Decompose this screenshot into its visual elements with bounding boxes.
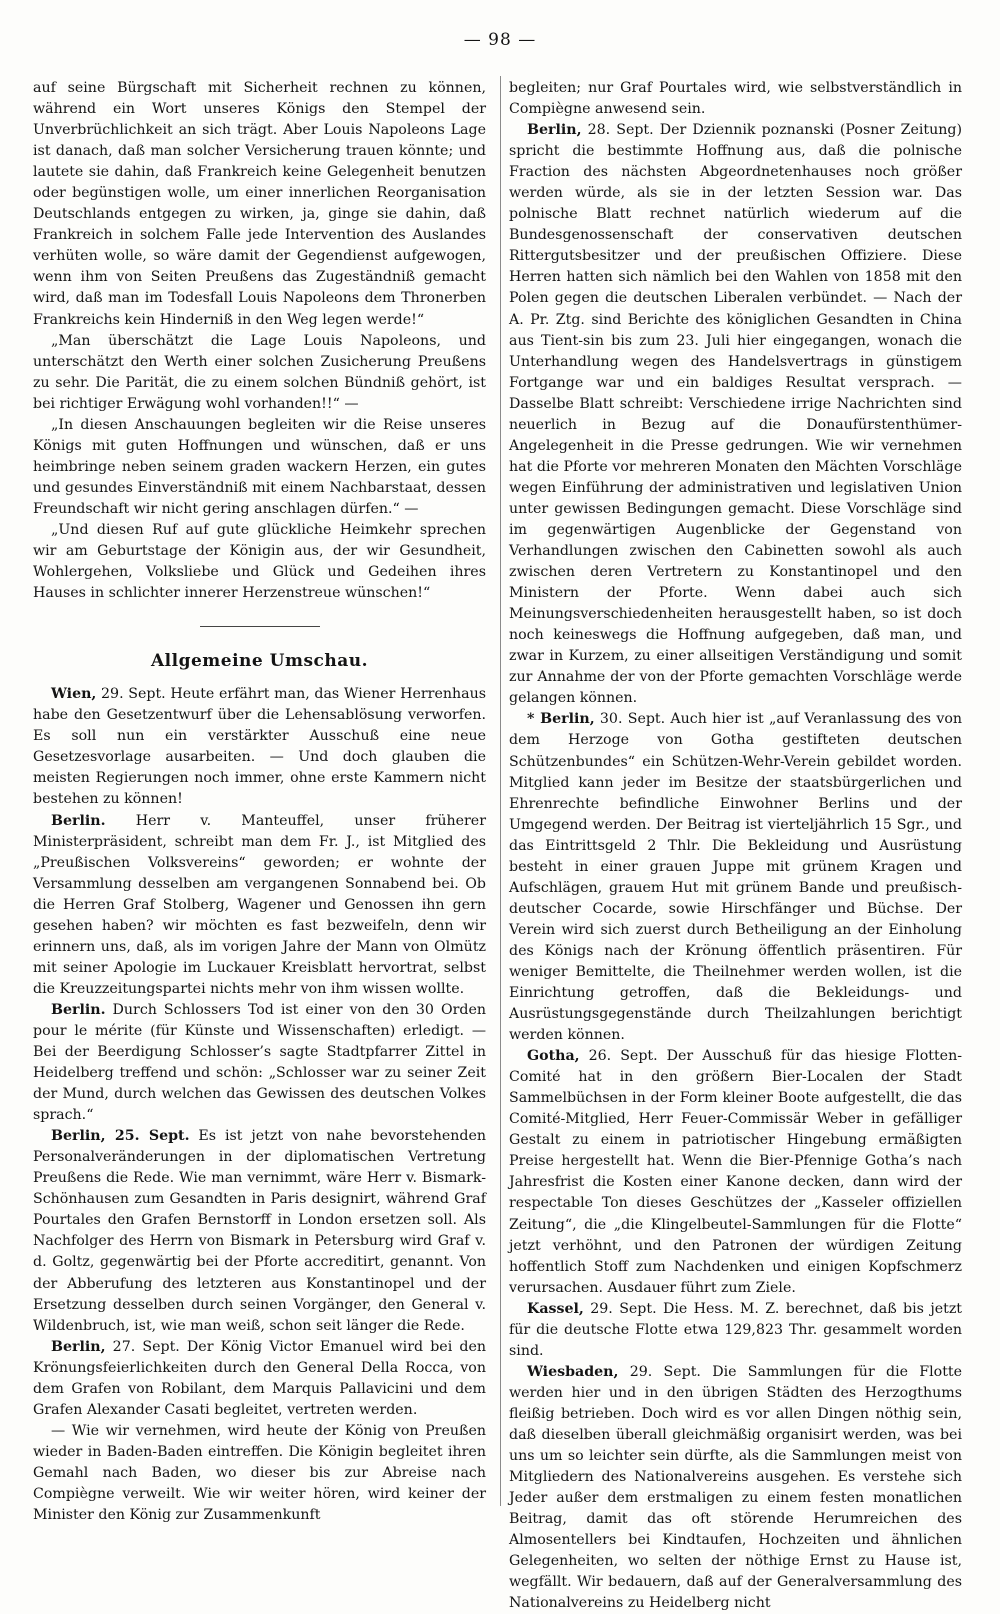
- article-paragraph: — Wie wir vernehmen, wird heute der König von Preußen wieder in Baden-Baden eintreffen. Die Königin begleitet ihren Gemahl nach Baden, wo dieser bis zur Abreise nach Compiègne verweilt. Wie wir weiter hören, wird keiner der Minister den König zur Zusammenkunft: [33, 1422, 486, 1524]
- news-item: [509, 120, 962, 709]
- news-item: [509, 1299, 962, 1362]
- article-paragraph: „Und diesen Ruf auf gute glückliche Heimkehr sprechen wir am Geburtstage der Königin aus, der wir Gesundheit, Wohlergehen, Volksliebe und Glück und Gedeihen ihres Hauses in schlichter innerer Herzenstreue wünschen!“: [33, 521, 486, 602]
- news-text: Es ist jetzt von nahe bevorstehenden Personalveränderungen in der diplomatischen Vertretung Preußens die Rede. Wie man vernimmt, wäre Herr v. Bismark-Schönhausen zum Gesandten in Paris designirt, während Graf Pourtales den Grafen Bernstorff in London ersetzen soll. Als Nachfolger des Herrn von Bismark in Petersburg wird Graf v. d. Goltz, gegenwärtig bei der Pforte accreditirt, genannt. Von der Abberufung des letzteren aus Konstantinopel und der Ersetzung desselben durch seinen Vorgänger, den General v. Wildenbruch, ist, wie man weiß, schon seit länger die Rede.: [33, 1128, 486, 1334]
- news-text: Durch Schlossers Tod ist einer von den 30 Orden pour le mérite (für Künste und Wissenschaften) erledigt. — Bei der Beerdigung Schlosser’s sagte Stadtpfarrer Zittel in Heidelberg treffend und schön: „Schlosser war zu seiner Zeit der Mund, durch welchen das Gewissen des deutschen Volkes sprach.“: [33, 1001, 486, 1124]
- news-text: Herr v. Manteuffel, unser früherer Ministerpräsident, schreibt man dem Fr. J., ist Mitglied des „Preußischen Volksvereins“ geworden; er wohnte der Versammlung desselben am vergangenen Sonnabend bei. Ob die Herren Graf Stolberg, Wagener und Genossen ihn gern gesehen haben? wir möchten es fast bezweifeln, denn wir erinnern uns, daß, als im vorigen Jahre der Mann von Olmütz mit seiner Apologie im Luckauer Kreisblatt hervortrat, selbst die Kreuzzeitungspartei nichts mehr von ihm wissen wollte.: [33, 812, 486, 997]
- news-text: 26. Sept. Der Ausschuß für das hiesige Flotten-Comité hat in den größern Bier-Localen der Stadt Sammelbüchsen in der Form kleiner Boote aufgestellt, die das Comité-Mitglied, Herr Feuer-Commissär Weber in gefälliger Gestalt zu einem in patriotischer Hingebung ermäßigten Preise hergestellt hat. Wenn die Bier-Pfennige Gotha’s nach Jahresfrist die Kosten einer Kanone decken, dann wird der respectable Ton dieses Geschützes der „Kasseler offiziellen Zeitung“, die „die Klingelbeutel-Sammlungen für die Flotte“ jetzt verhöhnt, und den Patronen der würdigen Zeitung hoffentlich Stoff zum Nachdenken und einigen Kopfschmerz verursachen. Ausdauer führt zum Ziele.: [509, 1048, 962, 1296]
- news-text: 30. Sept. Auch hier ist „auf Veranlassung des von dem Herzoge von Gotha gestifteten deutschen Schützenbundes“ ein Schützen-Wehr-Verein gebildet worden. Mitglied kann jeder im Besitze der staatsbürgerlichen und Ehrenrechte befindliche Einwohner Berlins und der Umgegend werden. Der Beitrag ist vierteljährlich 15 Sgr., und das Eintrittsgeld 2 Thlr. Die Bekleidung und Ausrüstung besteht in einer grauen Juppe mit grünem Kragen und Aufschlägen, grauem Hut mit grünem Bande und preußisch-deutscher Cocarde, sowie Hirschfänger und Büchse. Der Verein wird sich zuerst durch Betheiligung an der Einholung des Königs nach der Krönung öffentlich präsentiren. Für weniger Bemittelte, die Theilnehmer werden wollen, ist die Einrichtung getroffen, daß die Bekleidungs- und Ausrüstungsgegenstände durch Theilzahlungen berichtigt werden können.: [509, 711, 963, 1044]
- page-number: — 98 —: [463, 30, 537, 50]
- news-item: [33, 811, 486, 1000]
- section-separator: [200, 626, 320, 627]
- article-paragraph: „Man überschätzt die Lage Louis Napoleons, und unterschätzt den Werth einer solchen Zusicherung Preußens zu sehr. Die Parität, die zu einem solchen Bündniß gehört, ist bei richtiger Erwägung wohl vorhanden!!“ —: [33, 332, 486, 412]
- dateline: Gotha,: [527, 1048, 580, 1065]
- news-text: 29. Sept. Heute erfährt man, das Wiener Herrenhaus habe den Gesetzentwurf über die Lehensablösung verworfen. Es soll nun ein verstärkter Ausschuß eine neue Gesetzesvorlage ausarbeiten. — Und doch glauben die meisten Regierungen noch immer, ohne erste Kammern nicht bestehen zu können!: [33, 686, 486, 808]
- dateline: Berlin.: [51, 812, 106, 829]
- news-text: 28. Sept. Der Dziennik poznanski (Posner Zeitung) spricht die bestimmte Hoffnung aus, daß die polnische Fraction des nächsten Abgeordnetenhauses noch größer werden würde, als sie in der letzten Session war. Das polnische Blatt rechnet natürlich wiederum auf die Bundesgenossenschaft der conservativen deutschen Rittergutsbesitzer und der preußischen Offiziere. Diese Herren hatten sich nämlich bei den Wahlen von 1858 mit den Polen gegen die deutschen Liberalen verbündet. — Nach der A. Pr. Ztg. sind Berichte des königlichen Gesandten in China aus Tient-sin bis zum 23. Juli hier eingegangen, wonach die Unterhandlung wegen des Handelsvertrags in günstigem Fortgange war und ein baldiges Resultat versprach. — Dasselbe Blatt schreibt: Verschiedene irrige Nachrichten sind neuerlich in Bezug auf die Donaufürstenthümer-Angelegenheit in die Presse gedrungen. Wie wir vernehmen hat die Pforte vor mehreren Monaten den Mächten Vorschläge wegen Einführung der administrativen und legislativen Union unter gewissen Bedingungen gemacht. Diese Vorschläge sind im gegenwärtigen Augenblicke der Gegenstand von Verhandlungen zwischen den Cabinetten sowohl als auch zwischen deren Vertretern zu Konstantinopel und den Ministern der Pforte. Wenn dabei auch sich Meinungsverschiedenheiten herausgestellt haben, so ist doch noch keineswegs die Hoffnung aufgegeben, daß man, und zwar in Kurzem, zu einer allseitigen Verständigung und somit zur Annahme der von der Pforte gemachten Vorschläge werde gelangen können.: [509, 122, 962, 707]
- article-paragraph: auf seine Bürgschaft mit Sicherheit rechnen zu können, während ein Wort unseres Königs den Stempel der Unverbrüchlichkeit an sich trägt. Aber Louis Napoleons Lage ist danach, daß man solcher Versicherung trauen könnte; und lautete sie dahin, daß Frankreich keine Gelegenheit benutzen oder begünstigen wolle, um einer innerlichen Reorganisation Deutschlands entgegen zu wirken, ja, ginge sie dahin, daß Frankreich in solchem Falle jede Intervention des Auslandes verhüten wolle, so wäre damit der Gegendienst aufgewogen, wenn ihm von Seiten Preußens das Zugeständniß gemacht wird, daß man im Todesfall Louis Napoleons dem Thronerben Frankreichs kein Hinderniß in den Weg legen werde!“: [33, 80, 486, 328]
- news-item: [33, 684, 486, 810]
- column-divider: [500, 76, 501, 1506]
- right-column: [509, 78, 962, 1614]
- news-text: 27. Sept. Der König Victor Emanuel wird bei den Krönungsfeierlichkeiten durch den General Della Rocca, von dem Grafen von Robilant, dem Marquis Pallavicini und dem Grafen Alexander Casati begleitet, vertreten werden.: [33, 1338, 486, 1418]
- left-column: [33, 78, 486, 1526]
- news-item: [509, 709, 962, 1046]
- news-item: [509, 1362, 962, 1614]
- news-item: [33, 1126, 486, 1336]
- dateline: Wiesbaden,: [527, 1363, 619, 1380]
- dateline: Berlin,: [527, 122, 582, 139]
- dateline: Berlin, 25. Sept.: [51, 1128, 190, 1145]
- news-text: 29. Sept. Die Hess. M. Z. berechnet, daß bis jetzt für die deutsche Flotte etwa 129,823 Thr. gesammelt worden sind.: [509, 1300, 963, 1359]
- news-item: [33, 1000, 486, 1126]
- dateline: * Berlin,: [527, 711, 595, 728]
- news-item: [33, 1337, 486, 1421]
- section-title: Allgemeine Umschau.: [150, 651, 369, 672]
- dateline: Berlin.: [51, 1001, 106, 1018]
- news-item: [509, 1046, 962, 1299]
- article-paragraph: begleiten; nur Graf Pourtales wird, wie selbstverständlich in Compiègne anwesend sein.: [509, 80, 962, 118]
- article-paragraph: „In diesen Anschauungen begleiten wir die Reise unseres Königs mit guten Hoffnungen und wünschen, daß er uns heimbringe neben seinem graden wackern Herzen, ein gutes und gesundes Einverständniß mit einem Nachbarstaat, dessen Freundschaft wir nicht gering anschlagen dürfen.“ —: [33, 416, 486, 517]
- dateline: Berlin,: [51, 1338, 106, 1355]
- dateline: Kassel,: [527, 1300, 584, 1317]
- news-text: 29. Sept. Die Sammlungen für die Flotte werden hier und in den übrigen Städten des Herzogthums fleißig betrieben. Doch wird es vor allen Dingen nöthig sein, daß dieselben überall gleichmäßig organisirt werden, was bei uns um so leichter sein dürfte, als die Sammlungen meist von Mitgliedern des Nationalvereins ausgehen. Es verstehe sich Jeder außer dem erstmaligen zu einem festen monatlichen Beitrag, damit das oft störende Herumreichen des Almosentellers bei Kindtaufen, Hochzeiten und ähnlichen Gelegenheiten, wo selten der nöthige Ernst zu Hause ist, wegfällt. Wir bedauern, daß auf der Generalversammlung des Nationalvereins zu Heidelberg nicht: [509, 1363, 962, 1612]
- dateline: Wien,: [51, 686, 97, 703]
